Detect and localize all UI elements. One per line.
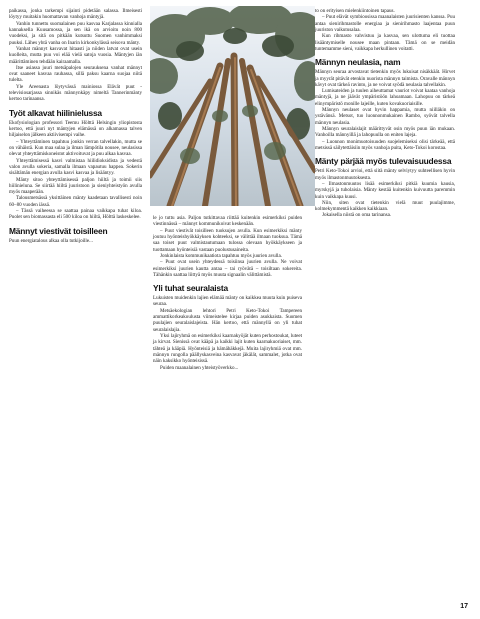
paragraph: Metsäekologian lehtori Petri Keto-Tokoi Tampereen ammattikorkeakoulusta viimeistelee kirjaa puiden asukkaista. Suomen puulajien seuralaislajeista. Hän kertoo, että männyllä on yli tuhat seuralaislajia.	[153, 307, 302, 333]
paragraph: – Puut ovat usein yhteydessä toisiinsa juurien avulla. Ne voivat esimerkiksi juurien kautta antaa – tai ryövätä – toisiltaan sokereita. Tähänkin saattaa liittyä myös muuta signaalin välittämistä.	[153, 259, 302, 278]
paragraph: Petri Keto-Tokoi arvioi, että siitä mänty selviytyy suhteellisen hyvin myös ilmastonmuutoksesta.	[315, 168, 455, 181]
paragraph: Puiden maanalainen yhteistyöverkko...	[160, 364, 239, 371]
pine-canopy-illustration	[150, 6, 315, 206]
paragraph: Männyn seuralaislajit määrittyvät osin myös puun iän mukaan. Vanhoilla männyillä ja lahopuulla on eniten lajeja.	[315, 126, 455, 139]
paragraph: Itse asiassa juuri metsäpalojen seurauksena vanhat männyt ovat saaneet kasvaa rauhassa, sillä paksu kaarna suojaa niitä tulelta.	[9, 64, 142, 84]
paragraph: Yhteyttämisessä kasvi valmistaa hiilidioksidista ja vedestä valon avulla sokeria, samalla ilmaan vapautuu happea. Sokerin sisältämän energian avulla kasvi kasvaa ja lisääntyy.	[9, 157, 142, 177]
paragraph: Jonkinlaista kommunikaatiota tapahtuu myös juurien avulla.	[160, 252, 282, 259]
paragraph: Männyn seuraa arvostavat tietenkin myös lukuisat nisäkkäät. Hirvet ja myyrät pitävät etenkin nuorista männyn taimista. Oravalle männyn kävyt ovat tärkeä ravinto, ja ne voivat syödä neulasia talvellakin.	[315, 69, 456, 88]
paragraph: Jokaisella niistä on oma tarinansa.	[322, 212, 392, 219]
paragraph: to on erityisen mielenkiintoinen tapaus.	[315, 8, 395, 14]
paragraph: Talousmetsässä yksittäinen mänty kaadetaan tavallisesti noin 60–80 vuoden iässä.	[9, 195, 142, 208]
paragraph: Lumisateiden ja tuulen aiheuttamat vauriot voivat kaataa vanhoja mäntyjä, ja ne jäävät ympäristöön lahoamaan. Lahopuu on tärkeä elinympäristö monille lajeille, kuten kovakuoriaisille.	[315, 88, 455, 107]
column-left	[9, 8, 142, 244]
paragraph: Vanhin tunnettu suomalainen puu kasvaa Karjalassa kinnialla kannaksella Kuusamossa, ja sen ikä on arvioitu noin 800 vuodeksi, ja sitä on pitkään kutsuttu Suomen vanhimmaksi puuksi. Lähes yhtä vanha on Inarin kirkonkylässä seisova mänty.	[9, 20, 142, 46]
paragraph: le jo tuttu asia. Paljon tutkittavaa riittää kuitenkin esimerkiksi puiden viestinnässä – männyt kommunikoivat keskenään.	[153, 215, 302, 228]
paragraph: – Puut elävät symbioosissa maanalaisten juurisienten kanssa. Puu antaa sienirihmastolle energiaa ja sienirihmasto laajentaa puun juuriston vaikutusalaa.	[315, 14, 455, 33]
section-heading: Männyt viestivät toisilleen	[9, 225, 108, 236]
paragraph: Lukuisten muidenkin lajien elämää mänty on kaikkea muuta kuin puiseva seuraa.	[153, 295, 302, 308]
page-number: 17	[460, 603, 468, 610]
column-right	[315, 8, 455, 219]
paragraph: Yksi lajiryhmä on esimerkiksi kaarnakyöjät kuten perhostoukat, luteet ja kirvat. Sienissä ovat kääpä ja kaikki lajit kuten kaarnakuoriaiset, mm. tähteä ja kääpiä. Hyönteisiä ja hämähäkkejä. Muita lajiryhmiä ovat mm. männyn rungolla päällyskasveina kasvavat jäkälät, sammalet, jotka ovat näin kaksikko hyönteisissä.	[153, 333, 302, 365]
paragraph: – Ilmastonmuutos lisää esimerkiksi pitkiä kuumia kausia, myrskyjä ja tuholaisia. Mänty kestää kuitenkin kuivuutta paremmin kuin vaikkapa kuusi.	[315, 180, 455, 200]
column-middle	[153, 215, 302, 371]
section-heading: Yli tuhat seuralaista	[153, 283, 228, 294]
paragraph: Puun energiatalous alkaa olla tutkijoille...	[9, 237, 93, 244]
pine-trees-photo	[150, 6, 315, 206]
section-heading: Mänty pärjää myös tulevaisuudessa	[315, 156, 452, 167]
paragraph: Kun rihmasto vahvistuu ja kasvaa, sen ulottuma eli tuottaa lisääntymiselle nousee maan pintaan. Tämä on se meidän tuntemamme sieni, vaikkapa herkullinen voitatti.	[315, 33, 455, 52]
paragraph: Vanhat männyt kasvavat hitaasti ja niiden latvat ovat usein kuolleita, mutta puu voi elää vielä satoja vuosia. Mäntyjen iän määrittäminen tehdään kairaamalla.	[9, 45, 142, 65]
paragraph: Yle Areenasta löytyvässä mainiossa Elävät puut -televisiosarjassa sinnikäs männynkäpy nimeltä Tannerinmänty kertoo tarinaansa.	[9, 83, 142, 103]
section-heading: Männyn neulasia, nam	[315, 57, 401, 68]
paragraph: – Yhteyttäminen tapahtuu jonkin verran talvellakin, mutta se on vähäistä. Kun maa sulaa ja ilman lämpötila nousee, neulasissa olevat yhteyttämiskoneistot aktivoituvat ja puu alkaa kasvaa.	[9, 138, 142, 158]
paragraph: – Puut viestivät toisilleen tuoksujen avulla. Kun esimerkiksi mänty joutuu hyönteishyökkäyksen kohteeksi, se välittää ilmaan tuoksua. Tämä saa toiset puut valmistautumaan tulossa olevaan hyökkäykseen ja tuottamaan hyönteisiä vastaan puolustusaineita.	[153, 227, 302, 253]
paragraph: Mänty sitoo yhteyttämisessä paljon hiiltä ja toimii siis hiilinieluna. Se siirtää hiiltä juuristoon ja sieniyhteistyön avulla myös maaperään.	[9, 176, 142, 196]
paragraph: paikassa, jonka tarkempi sijainti pidetään salassa. Ilmeisesti löytyy muitakin huomattavan vanhoja mäntyjä.	[9, 8, 142, 21]
paragraph: Männyn neulaset ovat hyvin happamia, mutta niilläkin on ystävänsä. Metsot, tuo luonnonmukainen Rambo, syövät talvella männyn neulasia.	[315, 107, 455, 126]
paragraph: Niin, siten ovat tietenkin vielä muut puulajimme, kolmekymmentä kaikken kaikkiaan.	[315, 199, 455, 213]
section-heading: Työt alkavat hiilinielussa	[9, 107, 102, 118]
paragraph: Ekofysiologian professori Teemu Hölttä Helsingin yliopistosta kertoo, että juuri nyt mäntyjen elämässä on alkamassa talven hiljaiselon jälkeen aktiivisempi vaihe.	[9, 119, 142, 139]
paragraph: – Tässä vaiheessa se saattaa painaa vaikkapa tuhat kiloa. Puolet sen biomassasta eli 500 kiloa on hiiltä, Hölttä laskeskelee.	[9, 208, 142, 221]
paragraph: – Luonnon monimuotoisuuden suojelemiseksi olisi tärkeää, että metsissä säilytettäisiin myös vanhoja puita, Keto-Tokoi korostaa.	[315, 138, 455, 151]
